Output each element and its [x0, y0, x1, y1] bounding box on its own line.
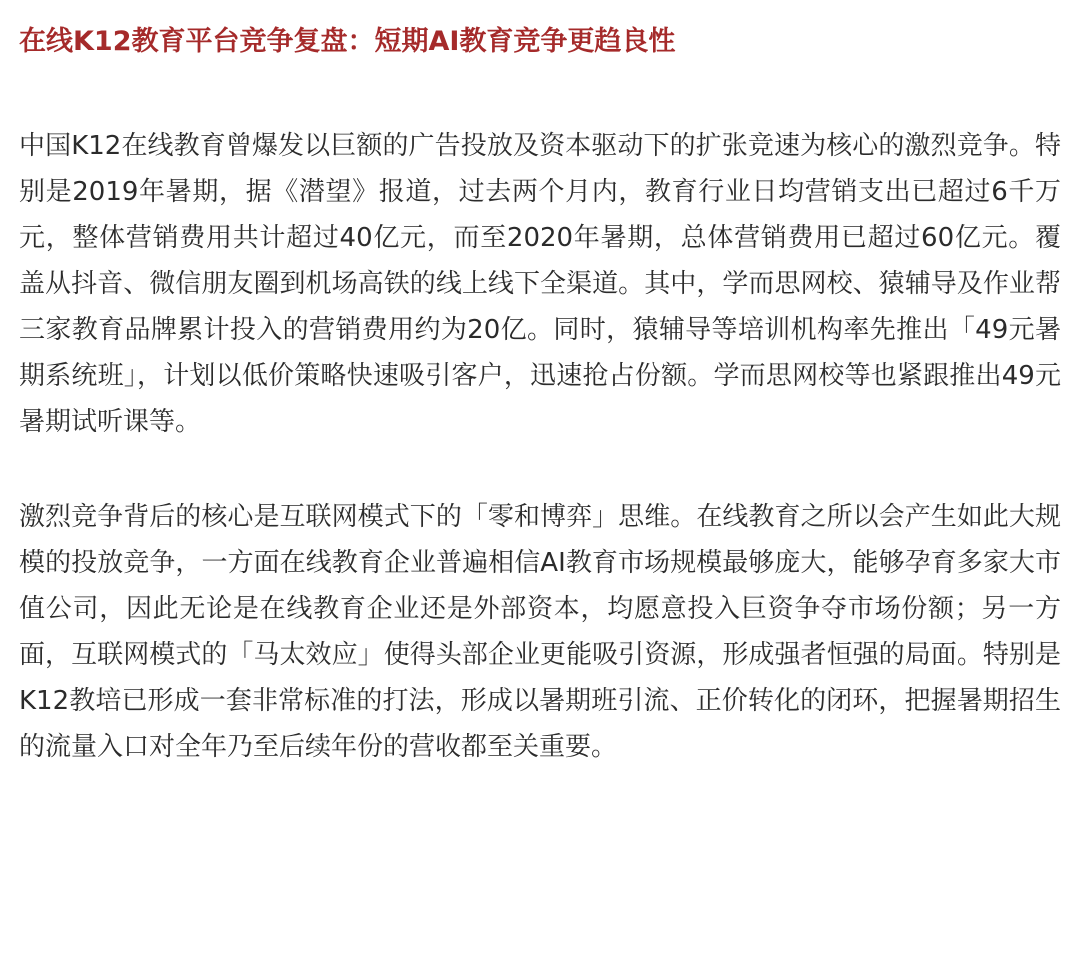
- article-title: 在线K12教育平台竞争复盘：短期AI教育竞争更趋良性: [19, 26, 676, 57]
- article: [19, 0, 1061, 770]
- article-paragraph-2: 激烈竞争背后的核心是互联网模式下的「零和博弈」思维。在线教育之所以会产生如此大规模的投放竞争，一方面在线教育企业普遍相信AI教育市场规模最够庞大，能够孕育多家大市值公司，因此无论是在线教育企业还是外部资本，均愿意投入巨资争夺市场份额；另一方面，互联网模式的「马太效应」使得头部企业更能吸引资源，形成强者恒强的局面。特别是K12教培已形成一套非常标准的打法，形成以暑期班引流、正价转化的闭环，把握暑期招生的流量入口对全年乃至后续年份的营收都至关重要。: [19, 502, 1061, 762]
- article-paragraph-1: 中国K12在线教育曾爆发以巨额的广告投放及资本驱动下的扩张竞速为核心的激烈竞争。特别是2019年暑期，据《潜望》报道，过去两个月内，教育行业日均营销支出已超过6千万元，整体营销费用共计超过40亿元，而至2020年暑期，总体营销费用已超过60亿元。覆盖从抖音、微信朋友圈到机场高铁的线上线下全渠道。其中，学而思网校、猿辅导及作业帮三家教育品牌累计投入的营销费用约为20亿。同时，猿辅导等培训机构率先推出「49元暑期系统班」，计划以低价策略快速吸引客户，迅速抢占份额。学而思网校等也紧跟推出49元暑期试听课等。: [19, 131, 1061, 437]
